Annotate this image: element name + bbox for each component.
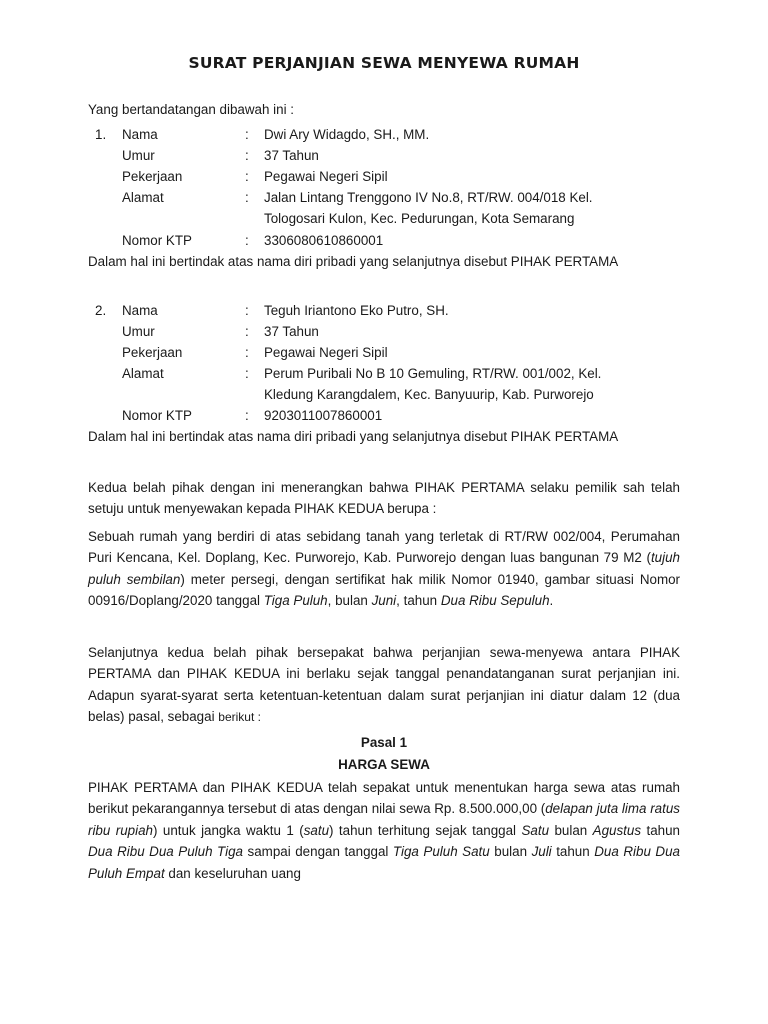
colon: : bbox=[245, 190, 249, 205]
colon: : bbox=[245, 345, 249, 360]
label-alamat: Alamat bbox=[122, 190, 164, 205]
text-span: ) meter persegi, dengan sertifikat hak milik Nomor 01940, gambar situasi Nomor 00916/Doplang/2020 tanggal bbox=[88, 571, 681, 609]
colon: : bbox=[245, 324, 249, 339]
text-span: Sebuah rumah yang berdiri di atas sebidang tanah yang terletak di RT/RW 002/004, Perumahan Puri Kencana, Kel. Doplang, Kec. Purworejo, Kab. Purworejo dengan luas bangunan 79 M2 ( bbox=[88, 529, 680, 566]
party-2-alamat-line-2: Kledung Karangdalem, Kec. Banyuurip, Kab. Purworejo bbox=[264, 387, 594, 402]
party-2-alamat-line-1: Perum Puribali No B 10 Gemuling, RT/RW. 001/002, Kel. bbox=[264, 366, 602, 381]
italic-span: Dua Ribu Dua Puluh Empat bbox=[88, 844, 680, 881]
party-1-statement: Dalam hal ini bertindak atas nama diri pribadi yang selanjutnya disebut PIHAK PERTAMA bbox=[88, 254, 619, 269]
text-span: Selanjutnya kedua belah pihak bersepakat bahwa perjanjian sewa-menyewa antara PIHAK PERTAMA dan PIHAK KEDUA ini berlaku sejak tanggal penandatanganan surat perjanjian ini. Adapun syarat-syarat serta ketentuan-ketentuan dalam surat perjanjian ini diatur dalam 12 (dua belas) pasal, sebagai bbox=[88, 645, 680, 725]
label-nomor-ktp: Nomor KTP bbox=[122, 408, 192, 423]
italic-span: delapan juta lima ratus ribu rupiah bbox=[88, 801, 680, 838]
italic-span: Agustus bbox=[592, 822, 642, 838]
party-2-nama: Teguh Iriantono Eko Putro, SH. bbox=[264, 303, 449, 318]
text-span: ) tahun terhitung sejak tanggal bbox=[329, 822, 522, 838]
colon: : bbox=[245, 148, 249, 163]
agreement-paragraph: Kedua belah pihak dengan ini menerangkan bahwa PIHAK PERTAMA selaku pemilik sah telah setuju untuk menyewakan kepada PIHAK KEDUA berupa : bbox=[88, 480, 680, 517]
colon: : bbox=[245, 127, 249, 142]
text-span: bulan bbox=[489, 844, 532, 860]
terms-paragraph bbox=[88, 642, 680, 729]
italic-span: Dua Ribu Dua Puluh Tiga bbox=[88, 844, 243, 860]
party-2-umur: 37 Tahun bbox=[264, 324, 319, 339]
text-span: PIHAK PERTAMA dan PIHAK KEDUA telah sepakat untuk menentukan harga sewa atas rumah berikut pekarangannya tersebut di atas dengan nilai sewa Rp. 8.500.000,00 ( bbox=[88, 780, 680, 817]
label-umur: Umur bbox=[122, 324, 155, 339]
intro-text: Yang bertandatangan dibawah ini : bbox=[88, 102, 294, 117]
text-span: tahun bbox=[551, 844, 595, 860]
label-umur: Umur bbox=[122, 148, 155, 163]
party-1-nama: Dwi Ary Widagdo, SH., MM. bbox=[264, 127, 430, 142]
text-span: berikut : bbox=[218, 710, 261, 725]
colon: : bbox=[245, 169, 249, 184]
text-span: , tahun bbox=[396, 593, 441, 609]
text-span: bulan bbox=[549, 822, 593, 838]
party-1-pekerjaan: Pegawai Negeri Sipil bbox=[264, 169, 388, 184]
pasal-1-heading: Pasal 1 bbox=[360, 735, 408, 750]
label-pekerjaan: Pekerjaan bbox=[122, 169, 183, 184]
document-title: SURAT PERJANJIAN SEWA MENYEWA RUMAH bbox=[188, 54, 580, 72]
text-span: ) untuk jangka waktu 1 ( bbox=[152, 822, 304, 838]
italic-span: Satu bbox=[521, 822, 550, 838]
italic-span: tujuh puluh sembilan bbox=[88, 550, 680, 587]
italic-span: Tiga Puluh bbox=[263, 593, 328, 609]
label-alamat: Alamat bbox=[122, 366, 164, 381]
party-1-ktp: 3306080610860001 bbox=[264, 233, 384, 248]
italic-span: Dua Ribu Sepuluh bbox=[440, 593, 550, 609]
colon: : bbox=[245, 303, 249, 318]
house-description-paragraph bbox=[88, 526, 680, 612]
label-nama: Nama bbox=[122, 303, 158, 318]
pasal-1-subheading: HARGA SEWA bbox=[338, 757, 430, 772]
party-2-number: 2. bbox=[95, 303, 107, 318]
text-span: sampai dengan tanggal bbox=[243, 844, 393, 860]
text-span: . bbox=[549, 593, 554, 609]
label-nomor-ktp: Nomor KTP bbox=[122, 233, 192, 248]
italic-span: satu bbox=[303, 822, 330, 838]
label-nama: Nama bbox=[122, 127, 158, 142]
party-1-umur: 37 Tahun bbox=[264, 148, 319, 163]
text-span: dan keseluruhan uang bbox=[164, 865, 301, 881]
party-2-ktp: 9203011007860001 bbox=[264, 408, 383, 423]
text-span: , bulan bbox=[327, 593, 372, 609]
italic-span: Tiga Puluh Satu bbox=[392, 844, 490, 860]
party-2-statement: Dalam hal ini bertindak atas nama diri pribadi yang selanjutnya disebut PIHAK PERTAMA bbox=[88, 429, 619, 444]
text-span: tahun bbox=[641, 822, 680, 838]
italic-span: Juni bbox=[371, 593, 397, 609]
party-2-pekerjaan: Pegawai Negeri Sipil bbox=[264, 345, 388, 360]
colon: : bbox=[245, 408, 249, 423]
party-1-alamat-line-1: Jalan Lintang Trenggono IV No.8, RT/RW. 004/018 Kel. bbox=[264, 190, 593, 205]
colon: : bbox=[245, 366, 249, 381]
pasal-1-paragraph bbox=[88, 777, 680, 884]
label-pekerjaan: Pekerjaan bbox=[122, 345, 183, 360]
party-1-alamat-line-2: Tologosari Kulon, Kec. Pedurungan, Kota Semarang bbox=[264, 211, 575, 226]
colon: : bbox=[245, 233, 249, 248]
party-1-number: 1. bbox=[95, 127, 107, 142]
italic-span: Juli bbox=[531, 844, 552, 860]
